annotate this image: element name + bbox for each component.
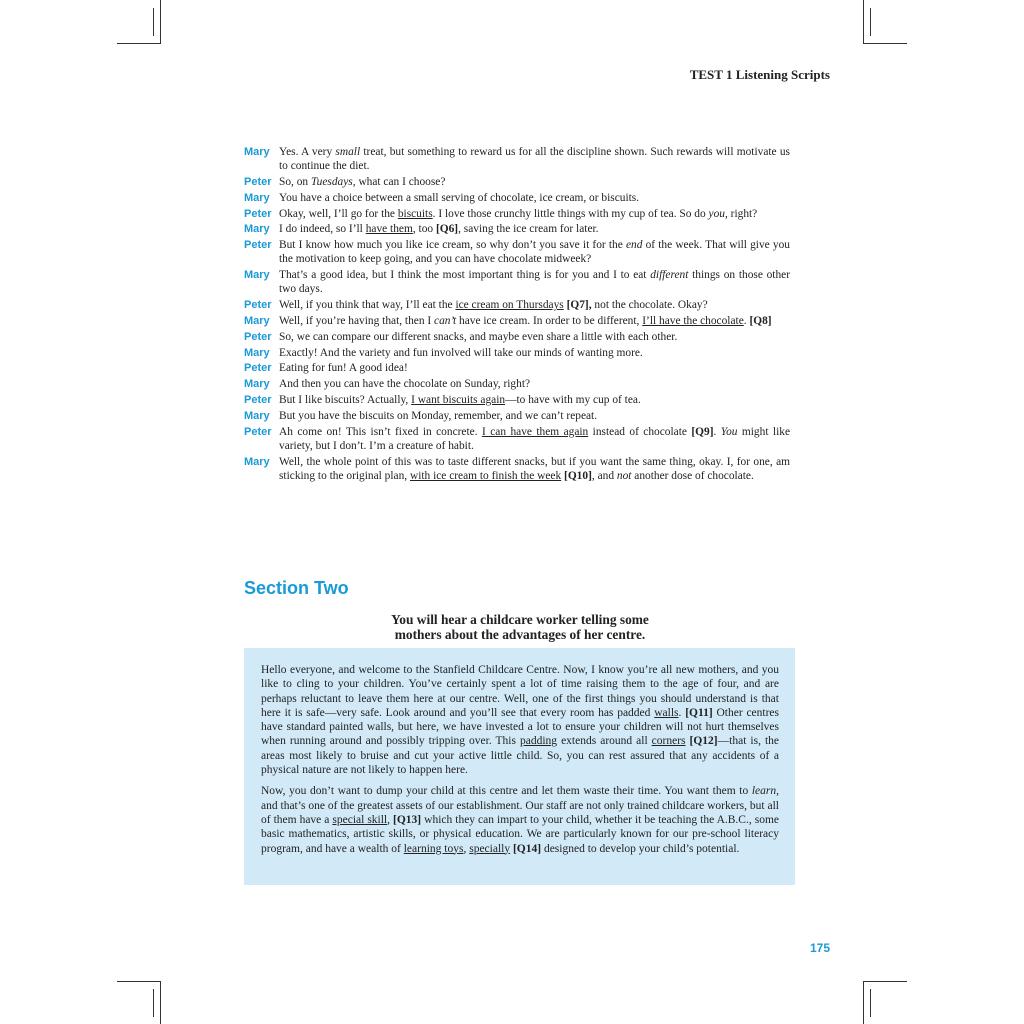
text-run: , saving the ice cream for later.: [458, 223, 599, 236]
text-run: , what can I choose?: [352, 176, 446, 188]
answer-underline: learning toys: [403, 842, 464, 855]
running-head: TEST 1 Listening Scripts: [689, 67, 830, 82]
crop-mark: [153, 989, 154, 1017]
section-title: Section Two: [244, 578, 349, 598]
crop-mark: [863, 981, 864, 1024]
question-marker: [Q11]: [685, 706, 713, 719]
emphasis-text: not: [616, 469, 632, 482]
emphasis-text: can’t: [434, 314, 457, 327]
dialogue-line: [244, 207, 790, 221]
answer-underline: specially: [469, 842, 511, 855]
text-run: , and: [591, 469, 617, 482]
dialogue-line: [244, 425, 790, 453]
text-run: which they can impart to your child, whether it be teaching the A.B.C., some basic mathematics, artistic skills, or physical education. We are particularly known for our pre-school literacy program, and have a wealth of: [261, 813, 779, 855]
text-run: Ah come on! This isn’t fixed in concrete.: [279, 425, 482, 438]
dialogue-text: [279, 314, 790, 328]
speaker-name: Peter: [244, 239, 272, 252]
answer-underline: with ice cream to finish the week: [409, 469, 562, 482]
text-run: , right?: [724, 207, 758, 220]
answer-underline: corners: [651, 735, 686, 748]
dialogue-text: [279, 207, 790, 221]
crop-mark: [870, 989, 871, 1017]
text-run: Well, if you think that way, I’ll eat the: [279, 299, 456, 312]
dialogue-text: [279, 145, 790, 173]
crop-mark: [153, 8, 154, 36]
emphasis-text: end: [625, 239, 643, 252]
dialogue-text: [279, 346, 790, 360]
dialogue-line: [244, 346, 790, 360]
crop-mark: [870, 8, 871, 36]
intro-line: mothers about the advantages of her centre.: [394, 627, 646, 642]
text-run: not the chocolate. Okay?: [591, 299, 708, 312]
text-run: instead of chocolate: [588, 425, 692, 438]
text-run: .: [713, 425, 721, 438]
answer-underline: special skill: [332, 813, 388, 826]
text-run: And then you can have the chocolate on Sunday, right?: [279, 378, 531, 391]
text-run: .: [743, 314, 750, 327]
dialogue-line: [244, 314, 790, 328]
emphasis-text: different: [650, 269, 689, 282]
speaker-name: Peter: [244, 176, 272, 188]
speaker-name: Peter: [244, 299, 272, 312]
intro-line: You will hear a childcare worker telling some: [391, 612, 649, 627]
text-run: another dose of chocolate.: [631, 469, 754, 482]
text-run: treat, but something to reward us for all the discipline shown. Such rewards will motivate us to continue the diet.: [279, 146, 790, 173]
dialogue-text: [279, 455, 790, 483]
passage-paragraph: [261, 663, 779, 777]
speaker-name: Peter: [244, 362, 272, 375]
crop-mark: [863, 43, 907, 44]
speaker-name: Mary: [244, 314, 270, 327]
dialogue-line: [244, 330, 790, 344]
question-marker: [Q6]: [435, 223, 459, 236]
dialogue-text: [279, 222, 790, 236]
speaker-name: Mary: [244, 346, 270, 359]
speaker-name: Mary: [244, 455, 270, 468]
section-intro: [330, 612, 710, 642]
question-marker: [Q10]: [564, 469, 592, 482]
text-run: ,: [463, 842, 470, 855]
answer-underline: biscuits: [397, 207, 433, 220]
dialogue-text: [279, 330, 790, 344]
speaker-name: Peter: [244, 393, 272, 406]
dialogue-text: [279, 175, 790, 189]
text-run: So, on: [279, 176, 311, 188]
text-run: Okay, well, I’ll go for the: [279, 207, 398, 220]
answer-underline: I can have them again: [481, 425, 589, 438]
text-run: have ice cream. In order to be different,: [456, 314, 643, 327]
text-run: Other centres have standard painted walls, but here, we have invested a lot to ensure your children will not hurt themselves when running around and possibly tripping over. This: [261, 706, 780, 748]
text-run: , too: [412, 223, 436, 236]
text-run: Hello everyone, and welcome to the Stanfield Childcare Centre. Now, I know you’re all new mothers, and you like to cling to your children. You’ve certainly spent a lot of time raising them to the age of four, and are perhaps reluctant to leave them here at our centre. Well, one of the first things you should understand is that here it is safe—very safe. Look around and you’ll see that every room has padded: [261, 664, 779, 719]
speaker-name: Mary: [244, 378, 270, 391]
answer-underline: have them: [365, 223, 413, 236]
emphasis-text: You: [720, 425, 738, 438]
dialogue-line: [244, 393, 790, 407]
question-marker: [Q13]: [393, 813, 422, 826]
crop-mark: [863, 981, 907, 982]
question-marker: [Q14]: [512, 842, 542, 855]
answer-underline: walls: [654, 706, 679, 719]
emphasis-text: Tuesdays: [310, 176, 353, 188]
page-number: 175: [809, 941, 830, 955]
dialogue-text: [279, 409, 790, 423]
text-run: You have a choice between a small serving of chocolate, ice cream, or biscuits.: [279, 191, 640, 204]
text-run: Yes. A very: [279, 146, 336, 158]
dialogue-line: [244, 409, 790, 423]
dialogue-line: [244, 191, 790, 205]
text-run: of the week. That will give you the motivation to keep going, and you can have chocolate midweek?: [279, 239, 790, 266]
speaker-name: Mary: [244, 269, 270, 282]
answer-underline: I’ll have the chocolate: [642, 314, 744, 327]
dialogue-line: [244, 361, 790, 375]
question-marker: [Q7],: [566, 299, 592, 312]
text-run: So, we can compare our different snacks, and maybe even share a little with each other.: [279, 330, 678, 343]
speaker-name: Peter: [244, 207, 272, 220]
dialogue-line: [244, 298, 790, 312]
dialogue-line: [244, 238, 790, 266]
speaker-name: Mary: [244, 409, 270, 422]
dialogue-text: [279, 361, 790, 375]
passage-box: [244, 648, 795, 885]
dialogue-line: [244, 377, 790, 391]
question-marker: [Q12]: [689, 735, 718, 748]
question-marker: [Q8]: [749, 314, 772, 327]
dialogue-script: [244, 145, 790, 485]
question-marker: [Q9]: [691, 425, 714, 438]
speaker-name: Peter: [244, 330, 272, 343]
text-run: . I love those crunchy little things with my cup of tea. So do: [432, 207, 709, 220]
emphasis-text: you: [708, 207, 725, 220]
speaker-name: Mary: [244, 146, 270, 158]
text-run: That’s a good idea, but I think the most important thing is for you and I to eat: [279, 269, 651, 282]
text-run: —that is, the areas most likely to bruise and cut your active little child. So, you can rest assured that any accidents of a physical nature are not likely to happen here.: [261, 735, 780, 777]
dialogue-text: [279, 425, 790, 453]
dialogue-text: [279, 191, 790, 205]
crop-mark: [863, 0, 864, 44]
passage-paragraph: [261, 784, 779, 855]
dialogue-line: [244, 175, 790, 189]
text-run: , and that’s one of the greatest assets of our establishment. Our staff are not only trained childcare workers, but all of them have a: [261, 785, 779, 826]
speaker-name: Mary: [244, 191, 270, 204]
text-run: Exactly! And the variety and fun involved will take our minds of wanting more.: [279, 346, 643, 359]
text-run: designed to develop your child’s potential.: [541, 842, 740, 855]
crop-mark: [160, 0, 161, 44]
text-run: But I like biscuits? Actually,: [279, 393, 412, 406]
emphasis-text: learn: [751, 785, 777, 798]
emphasis-text: small: [335, 146, 361, 158]
text-run: extends around all: [557, 735, 652, 748]
dialogue-text: [279, 268, 790, 296]
text-run: Now, you don’t want to dump your child at this centre and let them waste their time. You want them to: [261, 785, 752, 798]
text-run: .: [678, 706, 686, 719]
answer-underline: padding: [520, 735, 558, 748]
dialogue-text: [279, 298, 790, 312]
crop-mark: [117, 43, 161, 44]
answer-underline: I want biscuits again: [411, 393, 506, 406]
text-run: ,: [387, 813, 394, 826]
dialogue-line: [244, 145, 790, 173]
text-run: things on those other two days.: [279, 269, 791, 296]
dialogue-text: [279, 238, 790, 266]
dialogue-text: [279, 393, 790, 407]
dialogue-line: [244, 268, 790, 296]
text-run: But I know how much you like ice cream, so why don’t you save it for the: [279, 239, 626, 252]
dialogue-line: [244, 455, 790, 483]
answer-underline: ice cream on Thursdays: [455, 299, 564, 312]
text-run: —to have with my cup of tea.: [505, 393, 641, 406]
text-run: might like variety, but I don’t. I’m a creature of habit.: [279, 425, 791, 452]
text-run: Well, the whole point of this was to taste different snacks, but if you want the same thing, okay. I, for one, am sticking to the original plan,: [279, 455, 790, 482]
text-run: I do indeed, so I’ll: [279, 223, 366, 236]
dialogue-text: [279, 377, 790, 391]
speaker-name: Mary: [244, 223, 270, 236]
crop-mark: [117, 981, 161, 982]
crop-mark: [160, 981, 161, 1024]
text-run: But you have the biscuits on Monday, remember, and we can’t repeat.: [279, 409, 598, 422]
text-run: Eating for fun! A good idea!: [279, 362, 408, 375]
text-run: Well, if you’re having that, then I: [279, 314, 435, 327]
dialogue-line: [244, 222, 790, 236]
speaker-name: Peter: [244, 425, 272, 438]
